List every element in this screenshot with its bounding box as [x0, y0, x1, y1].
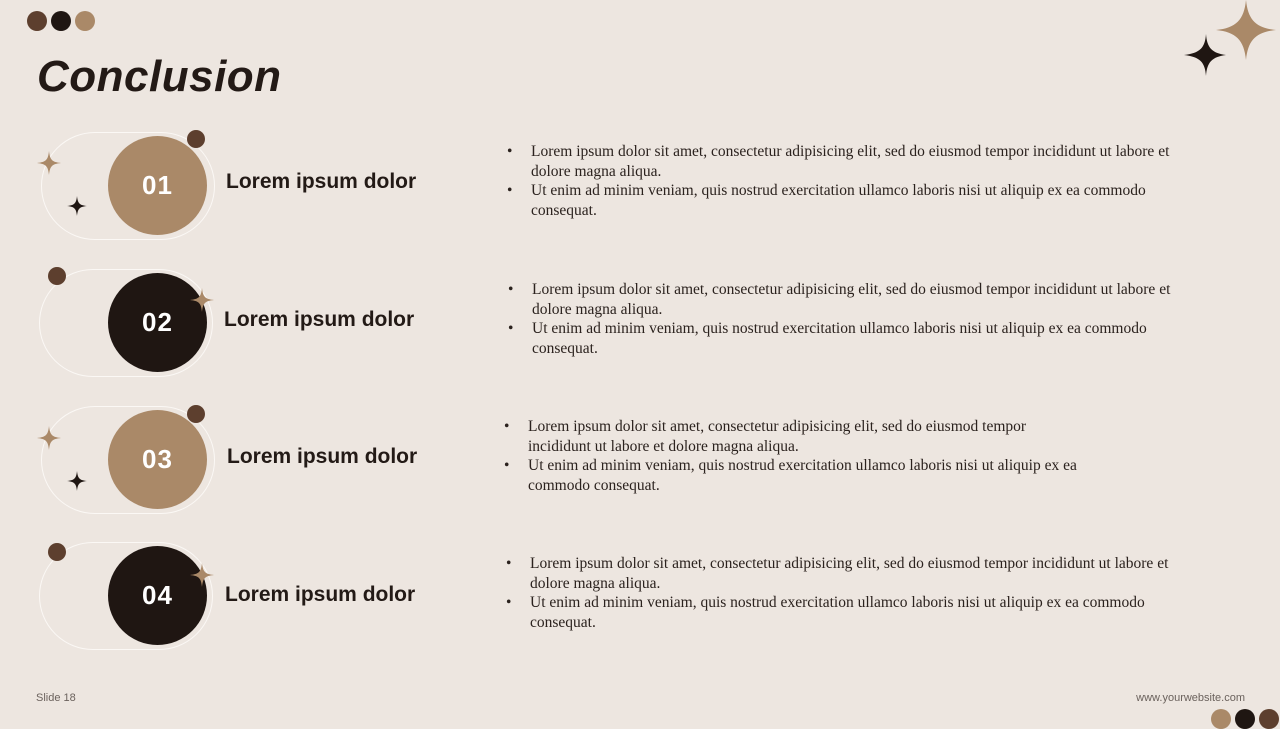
bullet-item: • Ut enim ad minim veniam, quis nostrud exercitation ullamco laboris nisi ut aliquip ex ea commodo consequat. [506, 319, 1176, 358]
tan-sparkle-icon [37, 426, 61, 450]
item-heading: Lorem ipsum dolor [224, 308, 415, 331]
brown-dot-icon [187, 405, 205, 423]
dark-dot-icon [1235, 709, 1255, 729]
bullet-item: • Lorem ipsum dolor sit amet, consectetur adipisicing elit, sed do eiusmod tempor incididunt ut labore et dolore magna aliqua. [505, 142, 1175, 181]
conclusion-item-1 [0, 132, 1280, 252]
item-heading: Lorem ipsum dolor [225, 583, 416, 606]
bullet-item: • Ut enim ad minim veniam, quis nostrud exercitation ullamco laboris nisi ut aliquip ex ea commodo consequat. [502, 456, 1082, 495]
tan-sparkle-icon [190, 563, 214, 587]
website-label: www.yourwebsite.com [1136, 692, 1245, 704]
item-heading: Lorem ipsum dolor [226, 170, 417, 193]
slide-title: Conclusion [37, 52, 282, 101]
tan-sparkle-icon [190, 288, 214, 312]
conclusion-item-2 [0, 269, 1280, 389]
item-heading: Lorem ipsum dolor [227, 445, 418, 468]
brown-dot-icon [27, 11, 47, 31]
sparkle-stars-icon [1180, 0, 1280, 80]
tan-dot-icon [75, 11, 95, 31]
number-badge: 03 [108, 410, 207, 509]
decorative-dots-bottom [1211, 709, 1279, 729]
bullet-item: • Lorem ipsum dolor sit amet, consectetur adipisicing elit, sed do eiusmod tempor incididunt ut labore et dolore magna aliqua. [504, 554, 1174, 593]
dark-dot-icon [51, 11, 71, 31]
dark-sparkle-icon [67, 196, 87, 216]
bullet-item: • Lorem ipsum dolor sit amet, consectetur adipisicing elit, sed do eiusmod tempor incididunt ut labore et dolore magna aliqua. [506, 280, 1176, 319]
brown-dot-icon [1259, 709, 1279, 729]
brown-dot-icon [48, 267, 66, 285]
brown-dot-icon [48, 543, 66, 561]
dark-sparkle-icon [67, 471, 87, 491]
conclusion-item-4 [0, 542, 1280, 662]
number-badge: 01 [108, 136, 207, 235]
number-badge: 04 [108, 546, 207, 645]
brown-dot-icon [187, 130, 205, 148]
bullet-item: • Lorem ipsum dolor sit amet, consectetur adipisicing elit, sed do eiusmod tempor incididunt ut labore et dolore magna aliqua. [502, 417, 1082, 456]
bullet-list [506, 280, 1176, 358]
decorative-dots-top [27, 11, 95, 31]
conclusion-item-3 [0, 406, 1280, 526]
tan-dot-icon [1211, 709, 1231, 729]
bullet-list [505, 142, 1175, 220]
tan-sparkle-icon [37, 151, 61, 175]
bullet-item: • Ut enim ad minim veniam, quis nostrud exercitation ullamco laboris nisi ut aliquip ex ea commodo consequat. [505, 181, 1175, 220]
slide-number: Slide 18 [36, 692, 76, 704]
bullet-list [502, 417, 1082, 495]
bullet-list [504, 554, 1174, 632]
bullet-item: • Ut enim ad minim veniam, quis nostrud exercitation ullamco laboris nisi ut aliquip ex ea commodo consequat. [504, 593, 1174, 632]
number-badge: 02 [108, 273, 207, 372]
